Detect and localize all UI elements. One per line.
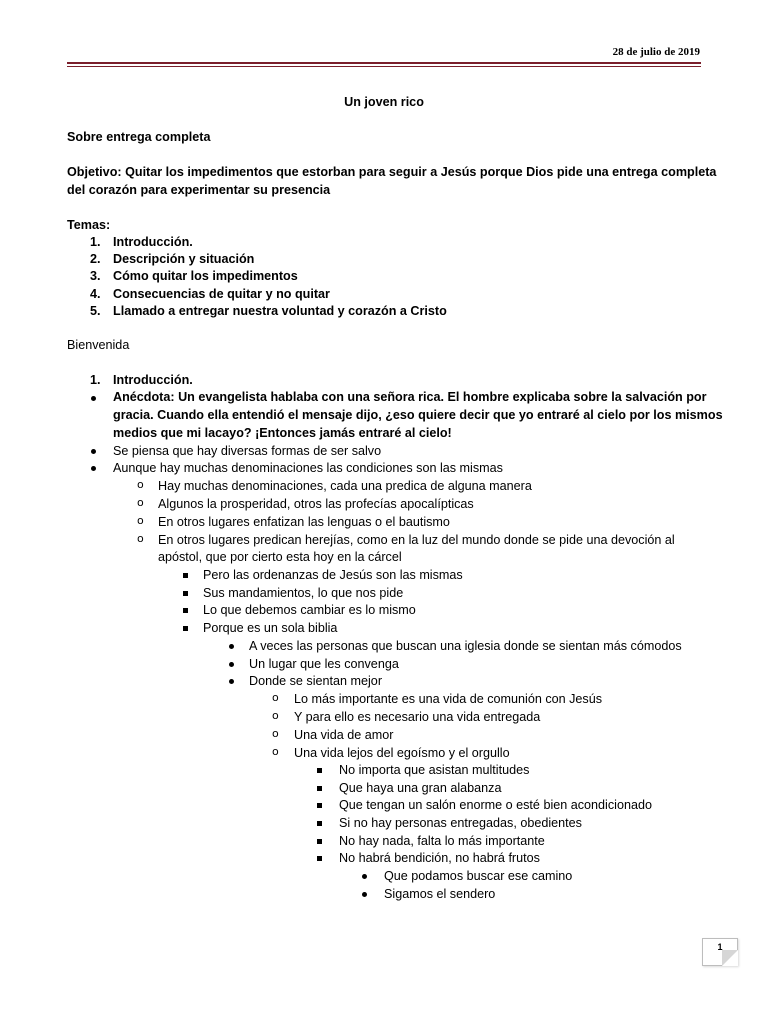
bullet-square: [317, 821, 322, 826]
page-number: 1: [717, 942, 723, 952]
list-item: Lo más importante es una vida de comunión con Jesús: [294, 692, 603, 706]
bullet-square: [317, 839, 322, 844]
welcome-heading: Bienvenida: [67, 338, 130, 352]
list-item: Un lugar que les convenga: [249, 657, 399, 671]
topic-number: 1.: [90, 235, 101, 249]
topic-item: Llamado a entregar nuestra voluntad y corazón a Cristo: [113, 304, 447, 318]
bullet-dot: [91, 466, 96, 471]
list-item: Que podamos buscar ese camino: [384, 869, 573, 883]
list-item: Que haya una gran alabanza: [339, 781, 502, 795]
intro-number: 1.: [90, 373, 101, 387]
topic-item: Cómo quitar los impedimentos: [113, 269, 298, 283]
topic-number: 2.: [90, 252, 101, 266]
topic-item: Descripción y situación: [113, 252, 255, 266]
list-item: En otros lugares enfatizan las lenguas o el bautismo: [158, 515, 450, 529]
intro-heading: Introducción.: [113, 373, 193, 387]
list-item: Aunque hay muchas denominaciones las condiciones son las mismas: [113, 461, 503, 475]
list-item: En otros lugares predican herejías, como en la luz del mundo donde se pide una devoción al: [158, 533, 675, 547]
bullet-square: [183, 626, 188, 631]
objective-line-2: del corazón para experimentar su presencia: [67, 183, 331, 197]
list-item: Sus mandamientos, lo que nos pide: [203, 586, 404, 600]
list-item: Porque es un sola biblia: [203, 621, 338, 635]
bullet-circle: o: [137, 514, 144, 527]
bullet-square: [183, 608, 188, 613]
bullet-dot: [91, 449, 96, 454]
list-item: Que tengan un salón enorme o esté bien acondicionado: [339, 798, 652, 812]
bullet-square: [317, 786, 322, 791]
topic-item: Consecuencias de quitar y no quitar: [113, 287, 330, 301]
page-number-box: [702, 938, 738, 966]
bullet-circle: o: [137, 496, 144, 509]
bullet-dot: [91, 396, 96, 401]
list-item: Donde se sientan mejor: [249, 674, 383, 688]
bullet-circle: o: [272, 691, 279, 704]
list-item: Hay muchas denominaciones, cada una predica de alguna manera: [158, 479, 532, 493]
bullet-circle: o: [272, 727, 279, 740]
list-item: Sigamos el sendero: [384, 887, 496, 901]
list-item: No habrá bendición, no habrá frutos: [339, 851, 540, 865]
topic-number: 3.: [90, 269, 101, 283]
bullet-dot: [229, 679, 234, 684]
list-item: Una vida de amor: [294, 728, 394, 742]
topic-item: Introducción.: [113, 235, 193, 249]
bullet-circle: o: [137, 532, 144, 545]
bullet-square: [317, 803, 322, 808]
document-subtitle: Sobre entrega completa: [67, 130, 211, 144]
list-item: Una vida lejos del egoísmo y el orgullo: [294, 746, 510, 760]
header-rule-thick: [67, 62, 701, 64]
bullet-dot: [229, 662, 234, 667]
anecdote-line-1: Anécdota: Un evangelista hablaba con una señora rica. El hombre explicaba sobre la salvación por: [113, 390, 707, 404]
bullet-dot: [362, 874, 367, 879]
bullet-dot: [229, 644, 234, 649]
bullet-square: [183, 573, 188, 578]
list-item: No importa que asistan multitudes: [339, 763, 530, 777]
anecdote-line-2: gracia. Cuando ella entendió el mensaje dijo, ¿eso quiere decir que yo entraré al cielo por los mismos: [113, 408, 723, 422]
list-item: A veces las personas que buscan una iglesia donde se sientan más cómodos: [249, 639, 682, 653]
bullet-circle: o: [137, 478, 144, 491]
document-title: Un joven rico: [344, 95, 424, 109]
list-item: No hay nada, falta lo más importante: [339, 834, 545, 848]
list-item: Algunos la prosperidad, otros las profecías apocalípticas: [158, 497, 474, 511]
bullet-square: [317, 768, 322, 773]
list-item: Pero las ordenanzas de Jesús son las mismas: [203, 568, 463, 582]
topic-number: 5.: [90, 304, 101, 318]
list-item: Lo que debemos cambiar es lo mismo: [203, 603, 416, 617]
topic-number: 4.: [90, 287, 101, 301]
anecdote-line-3: medios que mi lacayo? ¡Entonces jamás entraré al cielo!: [113, 426, 452, 440]
bullet-circle: o: [272, 709, 279, 722]
list-item-continuation: apóstol, que por cierto esta hoy en la cárcel: [158, 550, 402, 564]
list-item: Se piensa que hay diversas formas de ser salvo: [113, 444, 382, 458]
topics-heading: Temas:: [67, 218, 111, 232]
bullet-dot: [362, 892, 367, 897]
bullet-circle: o: [272, 745, 279, 758]
bullet-square: [317, 856, 322, 861]
header-rule-thin: [67, 66, 701, 67]
objective-line-1: Objetivo: Quitar los impedimentos que estorban para seguir a Jesús porque Dios pide una entrega completa: [67, 165, 717, 179]
bullet-square: [183, 591, 188, 596]
list-item: Si no hay personas entregadas, obedientes: [339, 816, 582, 830]
page-header-date: 28 de julio de 2019: [612, 46, 700, 58]
list-item: Y para ello es necesario una vida entregada: [294, 710, 541, 724]
